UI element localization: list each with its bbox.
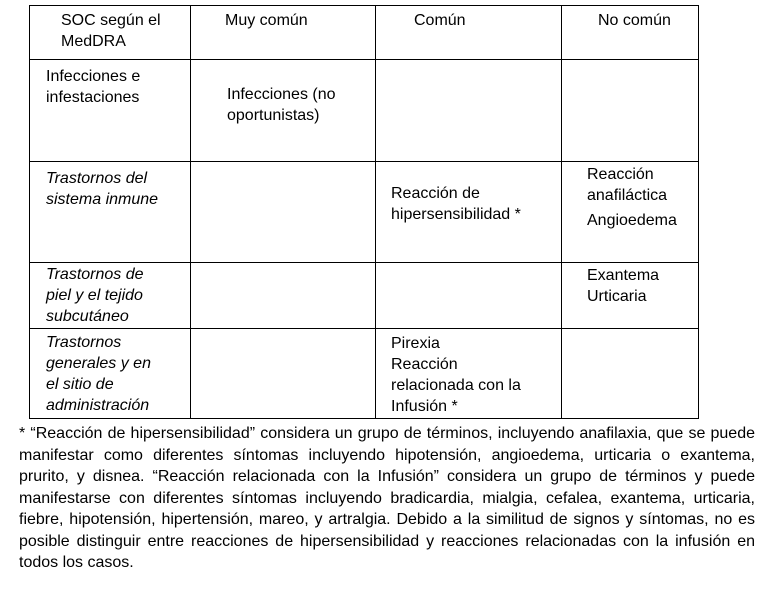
soc-line: piel y el tejido: [46, 287, 143, 304]
soc-cell: [30, 60, 191, 162]
soc-line: el sitio de: [46, 376, 114, 393]
adverse-reactions-table: [29, 5, 699, 419]
uncommon-cell: [562, 60, 699, 162]
very-common-cell: [191, 263, 376, 329]
header-very-common: [191, 6, 376, 60]
table-row: [30, 162, 699, 263]
common-line: Reacción: [391, 356, 458, 373]
very-common-cell: [191, 329, 376, 419]
common-cell: [376, 162, 562, 263]
header-common-label: Común: [414, 12, 466, 29]
header-soc-line2: MedDRA: [61, 33, 126, 50]
uncommon-cell: [562, 263, 699, 329]
common-cell: [376, 60, 562, 162]
uncommon-cell: [562, 329, 699, 419]
uncommon-cell: [562, 162, 699, 263]
header-uncommon-label: No común: [598, 12, 671, 29]
soc-line: Trastornos de: [46, 266, 144, 283]
header-uncommon: [562, 6, 699, 60]
common-line: Infusión *: [391, 398, 458, 415]
header-common: [376, 6, 562, 60]
soc-line: subcutáneo: [46, 308, 129, 325]
soc-line: administración: [46, 397, 150, 414]
soc-line: Infecciones e: [46, 68, 141, 85]
table-footnote: * “Reacción de hipersensibilidad” considera un grupo de términos, incluyendo anafilaxia, que se puede manifestar como diferentes síntomas incluyendo hipotensión, angioedema, urticaria o exantema, prurito, y disnea. “Reacción relacionada con la Infusión” considera un grupo de términos y puede manifestarse con diferentes síntomas incluyendo bradicardia, mialgia, cefalea, exantema, urticaria, fiebre, hipotensión, hipertensión, mareo, y artralgia. Debido a la similitud de signos y síntomas, no es posible distinguir entre reacciones de hipersensibilidad y reacciones relacionadas con la infusión en todos los casos.: [19, 425, 755, 571]
uncommon-line: Urticaria: [587, 288, 647, 305]
common-line: relacionada con la: [391, 377, 521, 394]
common-line: hipersensibilidad *: [391, 206, 521, 223]
table-row: [30, 263, 699, 329]
common-cell: [376, 263, 562, 329]
uncommon-line: Reacción: [587, 166, 654, 183]
soc-cell: [30, 329, 191, 419]
uncommon-line: Exantema: [587, 267, 660, 284]
very-common-cell: [191, 60, 376, 162]
soc-cell: [30, 162, 191, 263]
common-cell: [376, 329, 562, 419]
common-line: Pirexia: [391, 335, 440, 352]
soc-line: infestaciones: [46, 89, 140, 106]
table-row: [30, 329, 699, 419]
soc-line: Trastornos del: [46, 170, 148, 187]
soc-line: sistema inmune: [46, 191, 159, 208]
uncommon-line: anafiláctica: [587, 187, 668, 204]
uncommon-line: Angioedema: [587, 212, 677, 229]
table-header-row: [30, 6, 699, 60]
header-very-common-label: Muy común: [225, 12, 308, 29]
table-row: [30, 60, 699, 162]
soc-line: generales y en: [46, 355, 151, 372]
very-common-line: oportunistas): [227, 107, 320, 124]
soc-line: Trastornos: [46, 334, 122, 351]
very-common-line: Infecciones (no: [227, 86, 336, 103]
header-soc-line1: SOC según el: [61, 12, 161, 29]
common-line: Reacción de: [391, 185, 480, 202]
soc-cell: [30, 263, 191, 329]
header-soc: [30, 6, 191, 60]
very-common-cell: [191, 162, 376, 263]
